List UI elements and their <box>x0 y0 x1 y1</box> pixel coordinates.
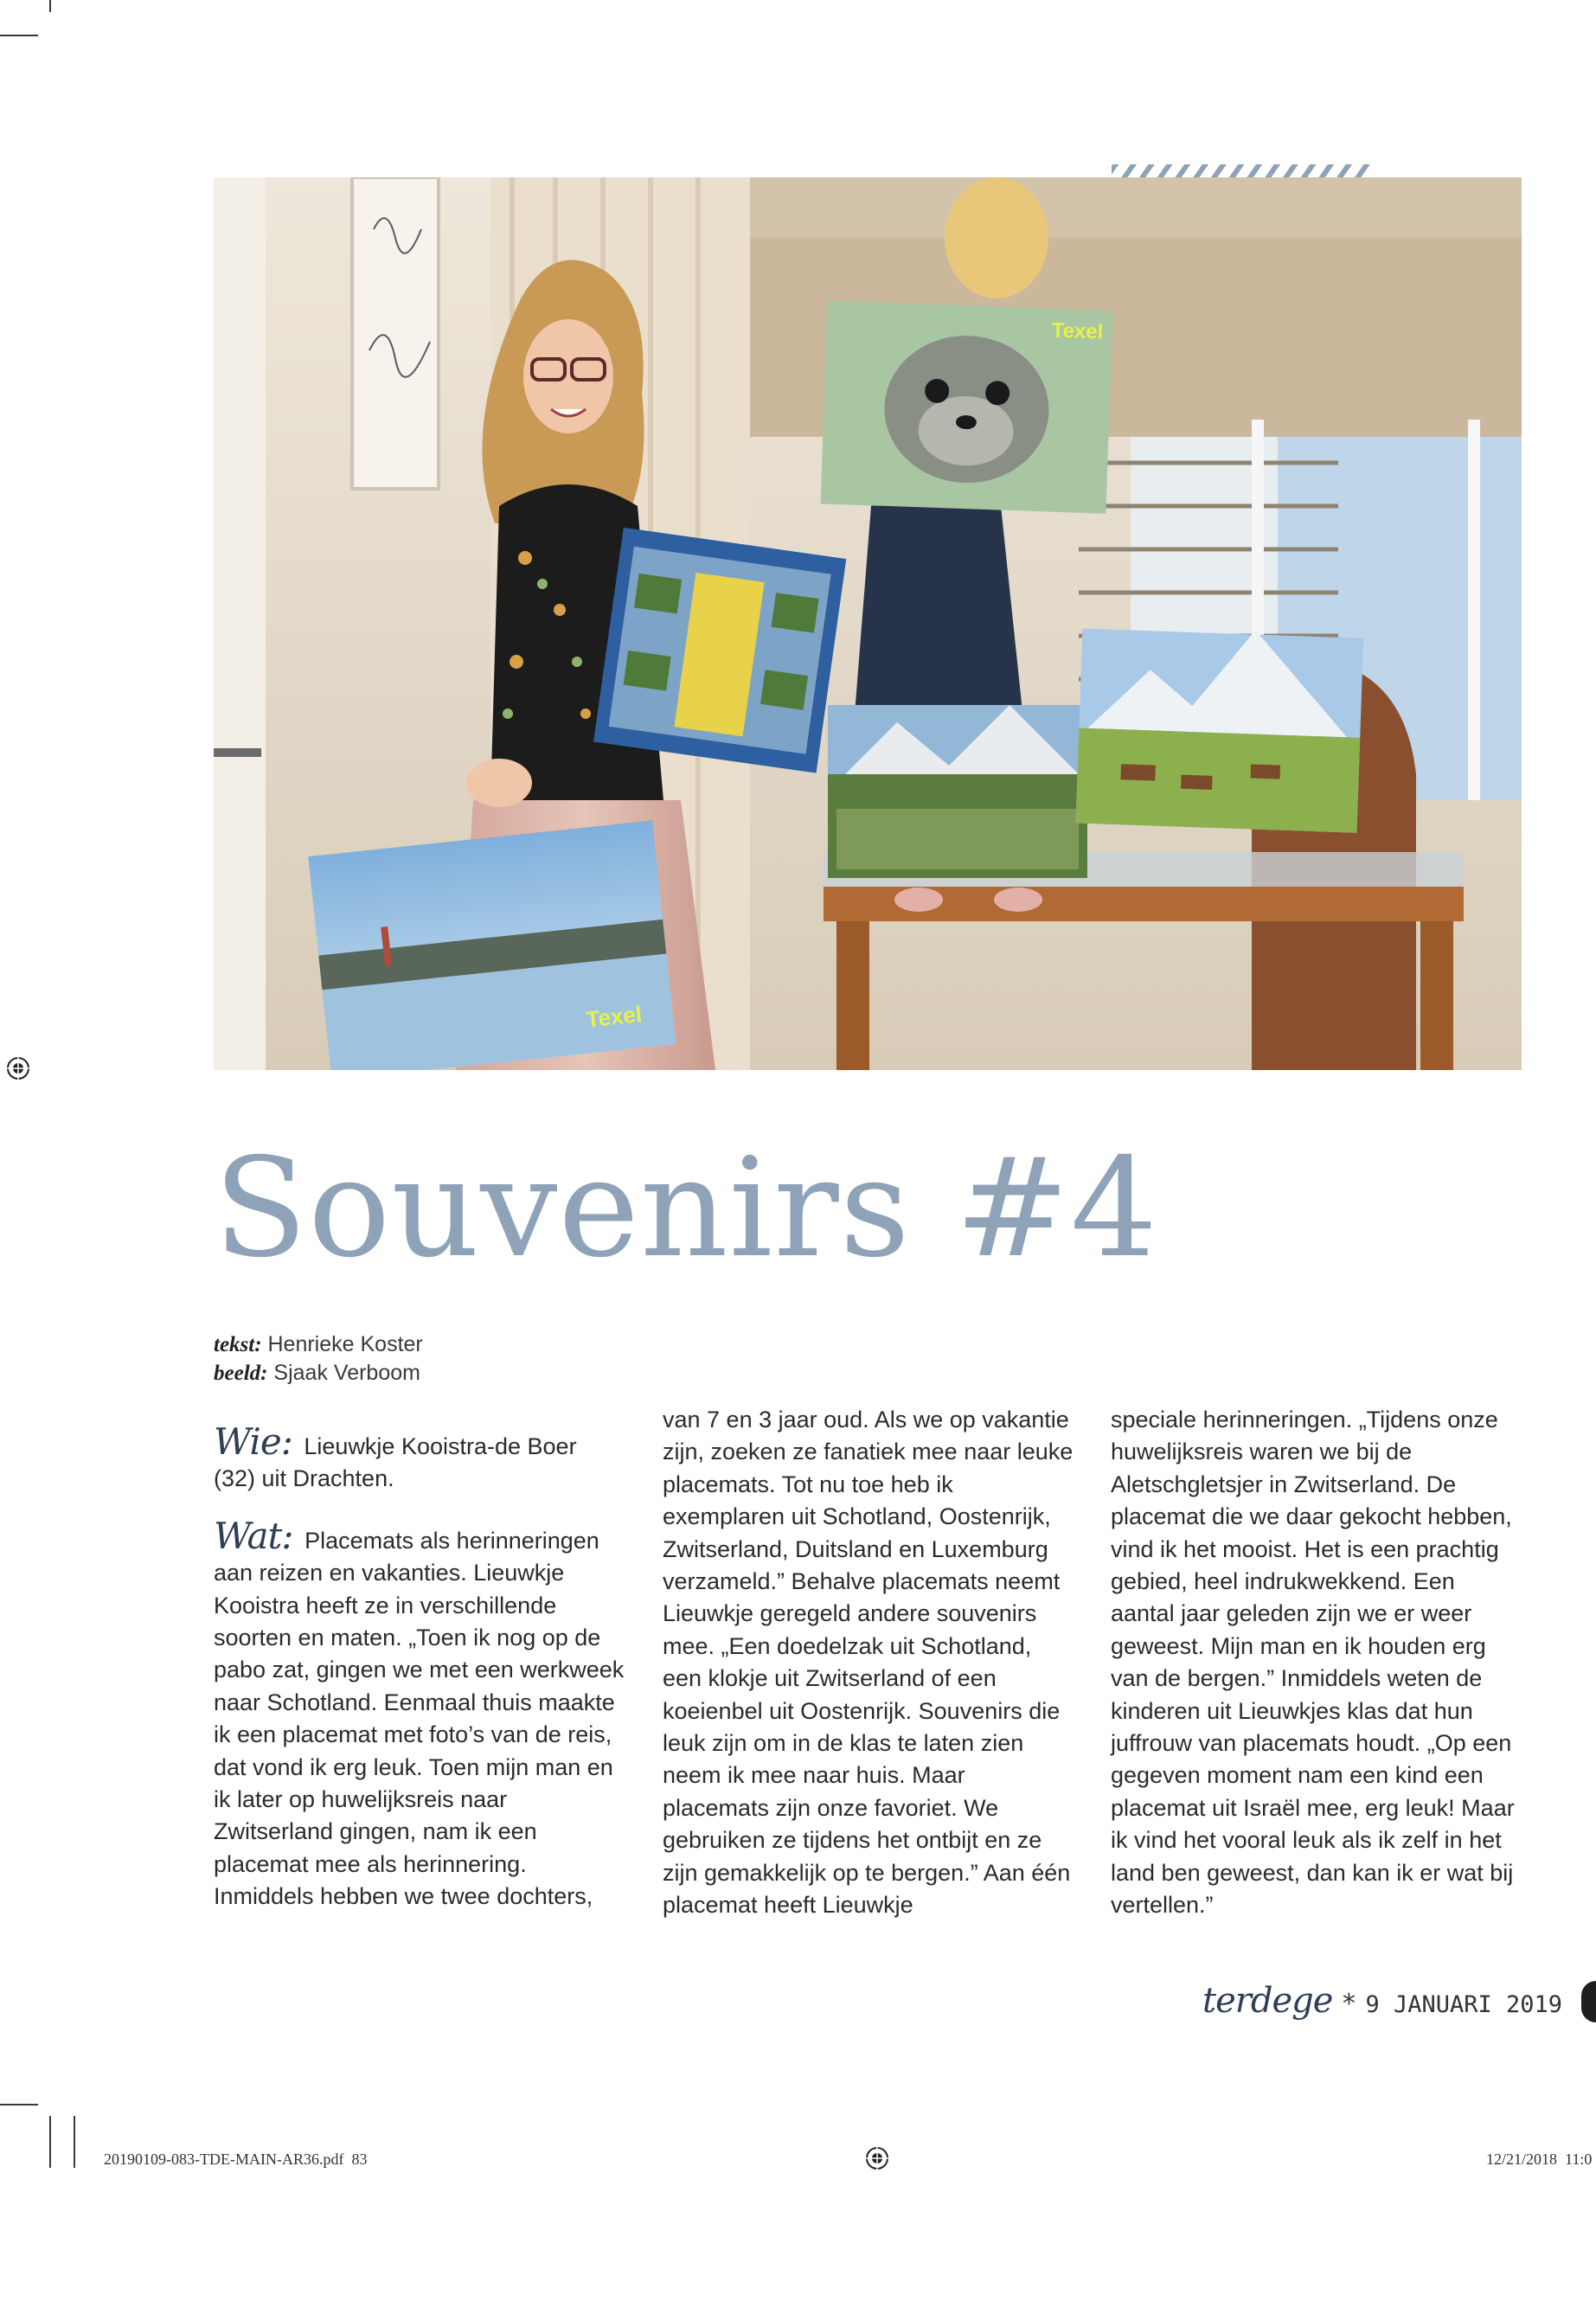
slug-filename: 20190109-083-TDE-MAIN-AR36.pdf <box>104 2150 344 2168</box>
article-column-3 <box>1111 1404 1522 1922</box>
slug-date: 12/21/2018 <box>1486 2150 1558 2168</box>
print-slug-file <box>104 2150 367 2169</box>
print-slug-date <box>1486 2150 1592 2169</box>
article-column-1 <box>214 1420 625 1913</box>
placemat-brand-seal: Texel <box>1051 318 1104 344</box>
column-3-text: speciale herinneringen. „Tijdens onze huwelijksreis waren we bij de Aletschgletsjer in Zwitserland. De placemat die we daar gekocht hebben, vind ik het mooist. Het is een prachtig gebied, heel indrukwekkend. Een aantal jaar geleden zijn we er weer geweest. Mijn man en ik houden erg van de bergen.” Inmiddels weten de kinderen uit Lieuwkjes klas dat hun juffrouw van placemats houdt. „Op een gegeven moment nam een kind een placemat uit Israël mee, erg leuk! Maar ik vind het vooral leuk als ik zelf in het land ben geweest, dan kan ik er wat bij vertellen.” <box>1111 1407 1515 1919</box>
wat-paragraph <box>214 1514 625 1913</box>
credits <box>214 1330 423 1388</box>
wie-paragraph <box>214 1420 625 1496</box>
slug-time: 11:0 <box>1565 2150 1593 2168</box>
issue-date: 9 JANUARI 2019 <box>1365 1991 1563 2018</box>
page-title: Souvenirs #4 <box>214 1129 1158 1288</box>
wat-label: Wat: <box>214 1514 293 1557</box>
crop-mark-bottom-left-h <box>0 2104 38 2106</box>
crop-mark-bottom-left-v1 <box>49 2116 51 2168</box>
crop-mark-bottom-left-v2 <box>74 2116 75 2168</box>
registration-mark-left <box>5 1055 31 1081</box>
page-footer <box>1202 1981 1563 2022</box>
credit-text-name: Henrieke Koster <box>267 1332 423 1356</box>
wie-text: Lieuwkje Kooistra-de Boer (32) uit Drachten. <box>214 1433 577 1492</box>
crop-mark-top-left-v <box>49 0 51 12</box>
magazine-logo: terdege <box>1202 1981 1333 2021</box>
credit-text <box>214 1330 423 1359</box>
credit-image <box>214 1359 423 1388</box>
wat-text: Placemats als herinneringen aan reizen en vakanties. Lieuwkje Kooistra heeft ze in verschillende soorten en maten. „Toen ik nog op de pabo zat, gingen we met een werkweek naar Schotland. Eenmaal thuis maakte ik een placemat met foto’s van de reis, dat vond ik erg leuk. Toen mijn man en ik later op huwelijksreis naar Zwitserland gingen, nam ik een placemat mee als herinnering. Inmiddels hebben we twee dochters, <box>214 1527 625 1910</box>
credit-image-name: Sjaak Verboom <box>273 1361 420 1385</box>
credit-image-label: beeld: <box>214 1362 268 1385</box>
slug-page: 83 <box>351 2150 368 2168</box>
credit-text-label: tekst: <box>214 1333 262 1356</box>
footer-separator: * <box>1341 1989 1357 2019</box>
registration-mark-bottom <box>864 2145 890 2171</box>
article-column-2 <box>663 1404 1074 1922</box>
wie-label: Wie: <box>214 1420 292 1463</box>
page-number-tab <box>1581 1981 1596 2022</box>
column-2-text: van 7 en 3 jaar oud. Als we op vakantie zijn, zoeken ze fanatiek mee naar leuke placemats. Tot nu toe heb ik exemplaren uit Schotland, Oostenrijk, Zwitserland, Duitsland en Luxemburg verzameld.” Behalve placemats neemt Lieuwkje geregeld andere souvenirs mee. „Een doedelzak uit Schotland, een klokje uit Zwitserland of een koeienbel uit Oostenrijk. Souvenirs die leuk zijn om in de klas te laten zien neem ik mee naar huis. Maar placemats zijn onze favoriet. We gebruiken ze tijdens het ontbijt en ze zijn gemakkelijk op te bergen.” Aan één placemat heeft Lieuwkje <box>663 1407 1074 1919</box>
crop-mark-top-left-h <box>0 35 38 36</box>
article-photo <box>214 177 1522 1070</box>
placemat-brand-coast: Texel <box>585 1001 644 1033</box>
